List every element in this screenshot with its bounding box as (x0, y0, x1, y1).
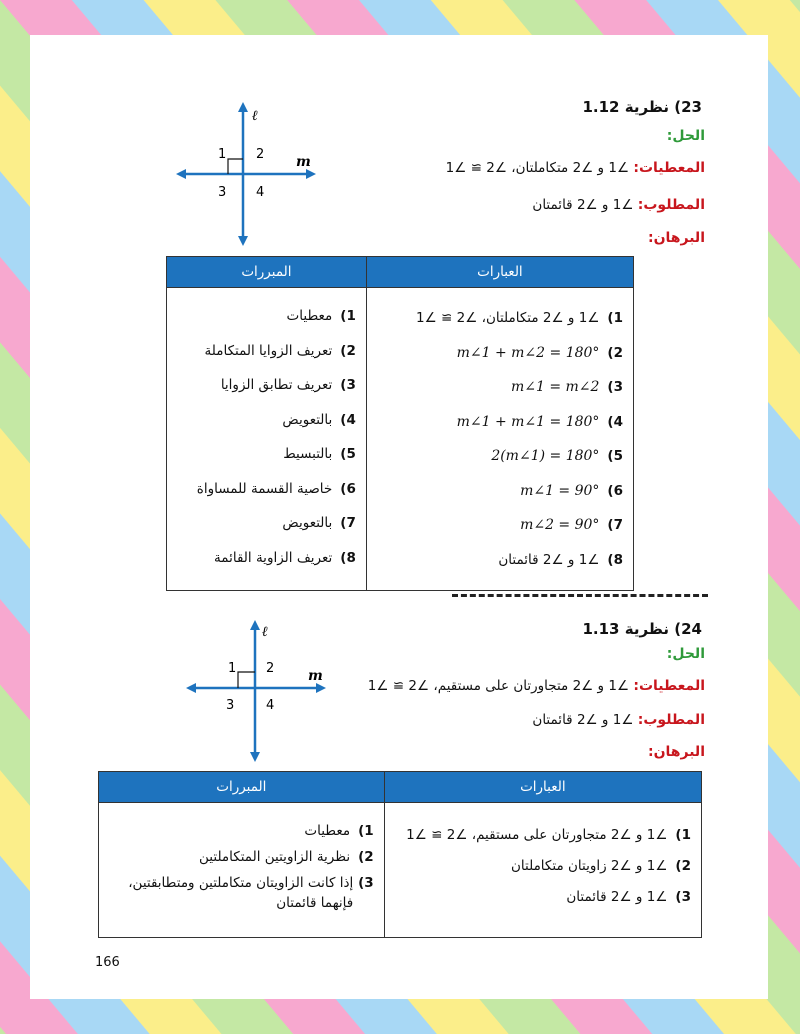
item-text: خاصية القسمة للمساواة (196, 480, 333, 497)
list-item (377, 412, 623, 432)
item-text: معطيات (304, 823, 351, 839)
item-text: 2(m∠1) = 180° (491, 448, 600, 464)
list-item (377, 550, 623, 570)
list-item (177, 513, 356, 533)
item-number: 3) (358, 875, 374, 891)
solution-label: الحل: (666, 128, 705, 144)
list-item (395, 825, 691, 845)
item-text: تعريف الزاوية القائمة (214, 549, 333, 566)
given-text: ∠1 و ∠2 متجاورتان على مستقيم، ∠2 ≅ ∠1 (367, 678, 630, 694)
arrowhead-l-top (238, 102, 248, 112)
list-item (109, 873, 374, 913)
list-item (377, 308, 623, 328)
theorem-24-heading (582, 620, 702, 638)
item-text: ∠1 و ∠2 زاويتان متكاملتان (511, 858, 668, 874)
perpendicular-lines-figure (180, 618, 330, 766)
reasons-column (167, 288, 367, 591)
label-l: ℓ (262, 624, 268, 640)
reasons-header: المبررات (99, 772, 385, 803)
angle-2-label: 2 (266, 661, 275, 676)
item-number: 2) (607, 344, 623, 361)
statements-column (384, 803, 701, 938)
theorem-title: نظرية 1.13 (582, 620, 670, 638)
item-text: نظرية الزاويتين المتكاملتين (199, 849, 351, 865)
perpendicular-lines-figure (170, 100, 320, 250)
solution-label: الحل: (666, 646, 705, 662)
list-item (395, 887, 691, 907)
list-item (377, 515, 623, 535)
item-text: تعريف تطابق الزوايا (220, 377, 333, 393)
list-item (177, 306, 356, 326)
statements-header: العبارات (384, 772, 701, 803)
proof-table-23 (166, 256, 634, 591)
proof-table-24 (98, 771, 702, 938)
list-item (377, 481, 623, 501)
list-item (377, 446, 623, 466)
item-number: 1) (358, 823, 374, 839)
angle-4-label: 4 (256, 185, 265, 200)
list-item (177, 548, 356, 568)
item-text: تعريف الزوايا المتكاملة (204, 342, 333, 359)
item-text: m∠1 = 90° (520, 482, 600, 499)
item-text: بالتعويض (282, 411, 333, 428)
item-number: 5) (340, 446, 356, 462)
list-item (109, 847, 374, 867)
item-text: m∠1 + m∠1 = 180° (456, 413, 600, 430)
list-item (177, 375, 356, 395)
right-angle-mark (238, 672, 255, 688)
reasons-column (99, 803, 385, 938)
item-number: 3) (607, 379, 623, 395)
reasons-list (167, 288, 366, 588)
list-item (109, 821, 374, 841)
item-number: 6) (340, 480, 356, 497)
list-item (377, 377, 623, 397)
item-number: 6) (607, 482, 623, 499)
statements-list (367, 288, 633, 590)
exercise-number: 23) (674, 98, 702, 116)
angle-2-label: 2 (256, 147, 265, 162)
section-divider (452, 594, 708, 597)
label-m: m (296, 154, 311, 170)
item-text: ∠1 و ∠2 متجاورتان على مستقيم، ∠2 ≅ ∠1 (406, 827, 668, 843)
given-line (368, 678, 705, 694)
statements-header: العبارات (366, 257, 633, 288)
angle-1-label: 1 (218, 147, 227, 162)
item-text: m∠1 = m∠2 (510, 379, 600, 395)
arrowhead-l-bottom (250, 752, 260, 762)
item-text: بالتعويض (282, 515, 333, 531)
prove-line (532, 197, 705, 213)
item-number: 1) (675, 827, 691, 843)
reasons-list (99, 803, 384, 925)
prove-text: ∠1 و ∠2 قائمتان (532, 712, 634, 728)
proof-label: البرهان: (648, 744, 705, 760)
item-number: 8) (340, 549, 356, 566)
given-text: ∠1 و ∠2 متكاملتان، ∠2 ≅ ∠1 (445, 160, 630, 176)
arrowhead-m-left (186, 683, 196, 693)
item-number: 8) (607, 551, 623, 568)
item-number: 2) (675, 858, 691, 874)
given-label: المعطيات: (633, 678, 705, 694)
statements-column (366, 288, 633, 591)
item-number: 2) (358, 849, 374, 865)
prove-label: المطلوب: (637, 712, 705, 728)
item-number: 2) (340, 342, 356, 359)
angle-4-label: 4 (266, 698, 275, 713)
item-text: ∠1 و ∠2 قائمتان (566, 889, 668, 905)
arrowhead-l-bottom (238, 236, 248, 246)
item-number: 4) (340, 411, 356, 428)
reasons-header: المبررات (167, 257, 367, 288)
prove-line (532, 712, 705, 728)
prove-text: ∠1 و ∠2 قائمتان (532, 197, 634, 213)
item-text: إذا كانت الزاويتان متكاملتين ومتطابقتين، فإنهما قائمتان (128, 875, 354, 911)
item-number: 3) (675, 889, 691, 905)
list-item (177, 444, 356, 464)
arrowhead-m-right (316, 683, 326, 693)
given-line (446, 160, 705, 176)
right-angle-mark (228, 159, 243, 174)
arrowhead-m-left (176, 169, 186, 179)
list-item (177, 410, 356, 430)
item-text: بالتبسيط (283, 446, 333, 462)
arrowhead-l-top (250, 620, 260, 630)
angle-3-label: 3 (226, 698, 235, 713)
theorem-23-heading (582, 98, 702, 116)
item-text: معطيات (286, 308, 333, 324)
item-number: 5) (607, 448, 623, 464)
item-number: 7) (340, 515, 356, 531)
item-number: 4) (607, 413, 623, 430)
angle-3-label: 3 (218, 185, 227, 200)
list-item (395, 856, 691, 876)
item-text: ∠1 و ∠2 متكاملتان، ∠2 ≅ ∠1 (416, 310, 600, 326)
proof-label: البرهان: (648, 230, 705, 246)
item-text: m∠2 = 90° (520, 517, 600, 533)
prove-label: المطلوب: (637, 197, 705, 213)
exercise-number: 24) (674, 620, 702, 638)
item-number: 3) (340, 377, 356, 393)
angle-1-label: 1 (228, 661, 237, 676)
list-item (377, 343, 623, 363)
label-l: ℓ (252, 108, 258, 124)
item-number: 1) (340, 308, 356, 324)
item-number: 1) (607, 310, 623, 326)
arrowhead-m-right (306, 169, 316, 179)
label-m: m (308, 668, 323, 684)
statements-list (385, 803, 701, 924)
item-text: m∠1 + m∠2 = 180° (456, 344, 600, 361)
item-number: 7) (607, 517, 623, 533)
theorem-title: نظرية 1.12 (582, 98, 670, 116)
item-text: ∠1 و ∠2 قائمتان (498, 551, 600, 568)
list-item (177, 341, 356, 361)
given-label: المعطيات: (633, 160, 705, 176)
page-number: 166 (95, 955, 120, 970)
list-item (177, 479, 356, 499)
